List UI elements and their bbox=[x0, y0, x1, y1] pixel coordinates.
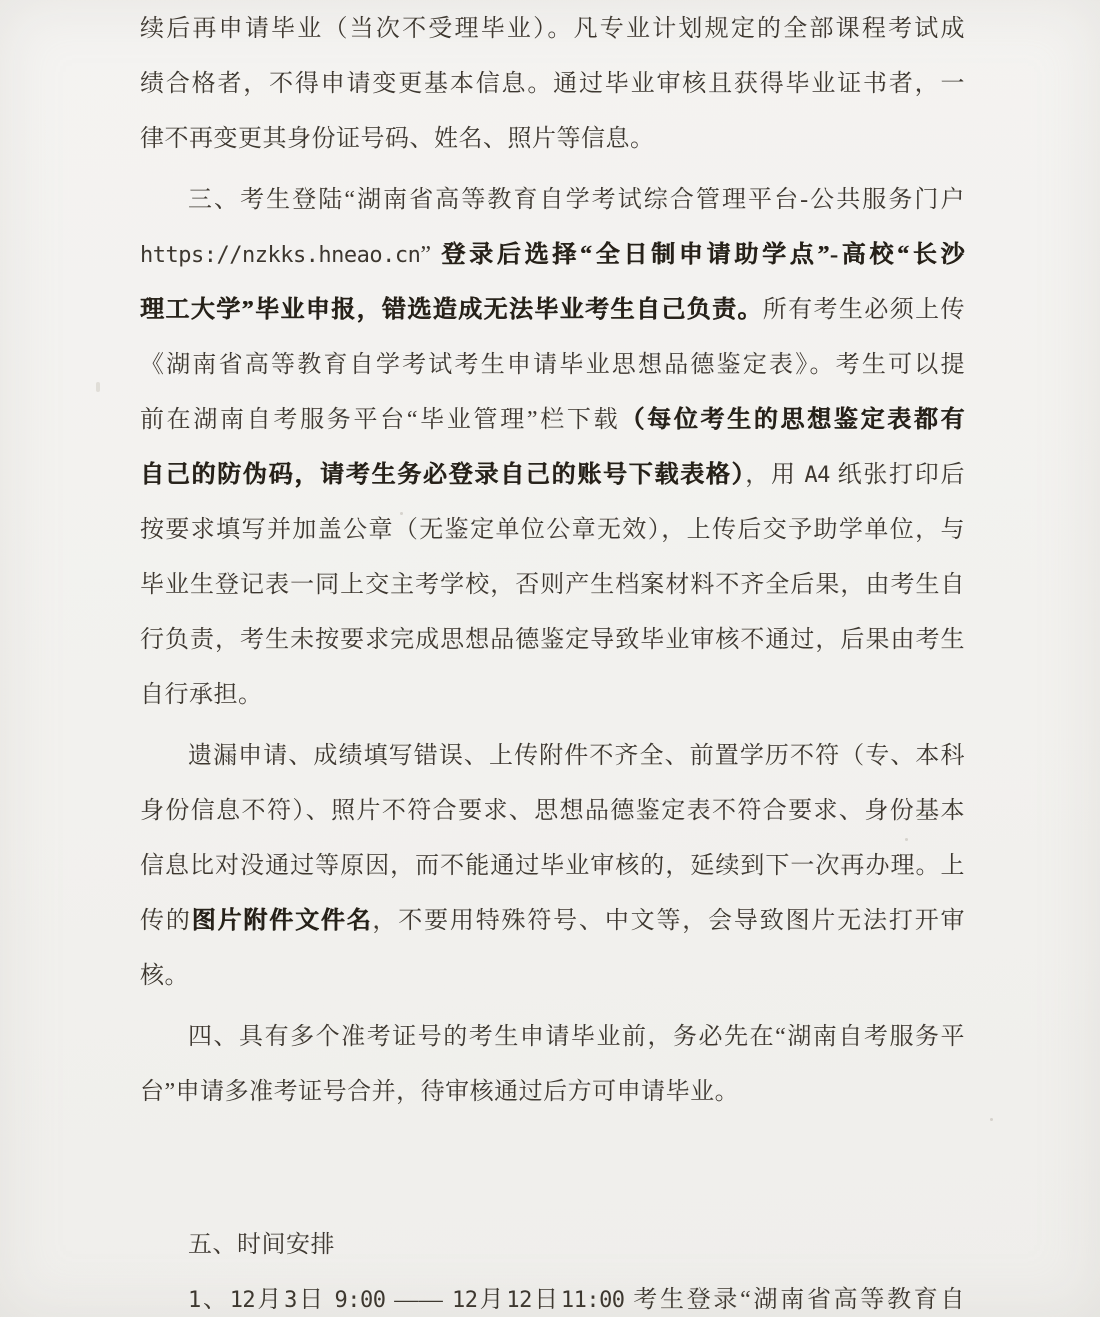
text-segment: 四、具有多个准考证号的考生申请毕业前，务必先在“湖南自考服务平 bbox=[188, 1024, 965, 1050]
text-segment: 自行承担。 bbox=[140, 682, 263, 708]
text-segment: 考生登录“湖南省高等教育自 bbox=[624, 1287, 966, 1313]
text-segment: 信息比对没通过等原因，而不能通过毕业审核的，延续到下一次再办理。上 bbox=[140, 853, 965, 879]
para-continuation bbox=[140, 2, 965, 167]
text-segment-latin: 1 bbox=[188, 1288, 201, 1313]
text-segment: 、 bbox=[200, 1287, 230, 1313]
text-segment: 所有考生必须上传 bbox=[762, 297, 965, 323]
text-line bbox=[140, 112, 965, 167]
text-segment: 三、考生登陆“湖南省高等教育自学考试综合管理平台-公共服务门户 bbox=[188, 187, 965, 213]
text-line bbox=[140, 668, 965, 723]
text-segment-bold: 登录后选择“全日制申请助学点”-高校“长沙 bbox=[441, 242, 965, 268]
scan-speck bbox=[400, 512, 403, 515]
text-segment: 纸张打印后 bbox=[829, 462, 965, 488]
text-segment-latin: A4 bbox=[804, 463, 830, 488]
text-line bbox=[140, 1010, 965, 1065]
text-segment-latin: 9:00 bbox=[334, 1288, 386, 1313]
text-line bbox=[140, 949, 965, 1004]
text-segment: 按要求填写并加盖公章（无鉴定单位公章无效），上传后交予助学单位，与 bbox=[140, 517, 965, 543]
text-segment: 行负责，考生未按要求完成思想品德鉴定导致毕业审核不通过，后果由考生 bbox=[140, 627, 965, 653]
text-line bbox=[140, 2, 965, 57]
text-line bbox=[140, 393, 965, 448]
text-line bbox=[140, 173, 965, 228]
text-segment: —— bbox=[385, 1287, 452, 1313]
scan-speck bbox=[905, 838, 908, 841]
scan-speck bbox=[990, 1118, 993, 1121]
text-line bbox=[140, 228, 965, 283]
text-segment: 核。 bbox=[140, 963, 189, 989]
text-segment: ，用 bbox=[745, 462, 805, 488]
text-line bbox=[140, 558, 965, 613]
text-segment: 身份信息不符）、照片不符合要求、思想品德鉴定表不符合要求、身份基本 bbox=[140, 798, 965, 824]
text-segment: 台”申请多准考证号合并，待审核通过后方可申请毕业。 bbox=[140, 1079, 740, 1105]
para-item-4-merge-ticket-numbers bbox=[140, 1010, 965, 1120]
text-segment: ” bbox=[420, 242, 442, 268]
text-line bbox=[140, 338, 965, 393]
text-line bbox=[140, 1273, 965, 1317]
text-line bbox=[140, 503, 965, 558]
text-line bbox=[140, 1218, 965, 1273]
text-segment-bold: （每位考生的思想鉴定表都有 bbox=[620, 407, 965, 433]
text-segment-latin: 12 bbox=[451, 1288, 478, 1313]
text-segment-latin: 12 bbox=[506, 1288, 532, 1313]
text-segment-bold: 图片附件文件名 bbox=[191, 908, 373, 934]
text-segment: 日 bbox=[296, 1287, 335, 1313]
text-segment: ，不要用特殊符号、中文等，会导致图片无法打开审 bbox=[372, 908, 966, 934]
text-line bbox=[140, 57, 965, 112]
text-line bbox=[140, 894, 965, 949]
text-segment: 月 bbox=[477, 1287, 507, 1313]
text-segment: 绩合格者，不得申请变更基本信息。通过毕业审核且获得毕业证书者，一 bbox=[140, 71, 965, 97]
para-item-3-login-platform bbox=[140, 173, 965, 723]
text-line bbox=[140, 613, 965, 668]
text-segment: 续后再申请毕业（当次不受理毕业）。凡专业计划规定的全部课程考试成 bbox=[140, 16, 965, 42]
text-segment: 传的 bbox=[140, 908, 192, 934]
text-line bbox=[140, 839, 965, 894]
para-item-5-schedule bbox=[140, 1218, 965, 1317]
text-line bbox=[140, 729, 965, 784]
text-segment: 月 bbox=[255, 1287, 285, 1313]
text-segment-latin: 11:00 bbox=[560, 1288, 625, 1313]
text-segment: 前在湖南自考服务平台“毕业管理”栏下载 bbox=[140, 407, 621, 433]
text-line bbox=[140, 283, 965, 338]
text-segment: 五、时间安排 bbox=[188, 1232, 335, 1258]
scan-speck bbox=[96, 382, 100, 392]
para-failure-reasons bbox=[140, 729, 965, 1004]
text-segment-latin: https://nzkks.hneao.cn bbox=[140, 243, 421, 268]
text-segment: 日 bbox=[531, 1287, 561, 1313]
text-segment-bold: 自己的防伪码，请考生务必登录自己的账号下载表格） bbox=[140, 462, 746, 488]
text-segment-latin: 3 bbox=[284, 1288, 297, 1313]
text-segment: 《湖南省高等教育自学考试考生申请毕业思想品德鉴定表》。考生可以提 bbox=[140, 352, 965, 378]
document-body bbox=[140, 2, 965, 1317]
text-line bbox=[140, 448, 965, 503]
text-segment-latin: 12 bbox=[229, 1288, 256, 1313]
text-segment: 毕业生登记表一同上交主考学校，否则产生档案材料不齐全后果，由考生自 bbox=[140, 572, 965, 598]
text-line bbox=[140, 1065, 965, 1120]
text-segment-bold: 理工大学”毕业申报，错选造成无法毕业考生自己负责。 bbox=[140, 297, 763, 323]
text-line bbox=[140, 784, 965, 839]
text-segment: 律不再变更其身份证号码、姓名、照片等信息。 bbox=[140, 126, 655, 152]
text-segment: 遗漏申请、成绩填写错误、上传附件不齐全、前置学历不符（专、本科 bbox=[188, 743, 965, 769]
